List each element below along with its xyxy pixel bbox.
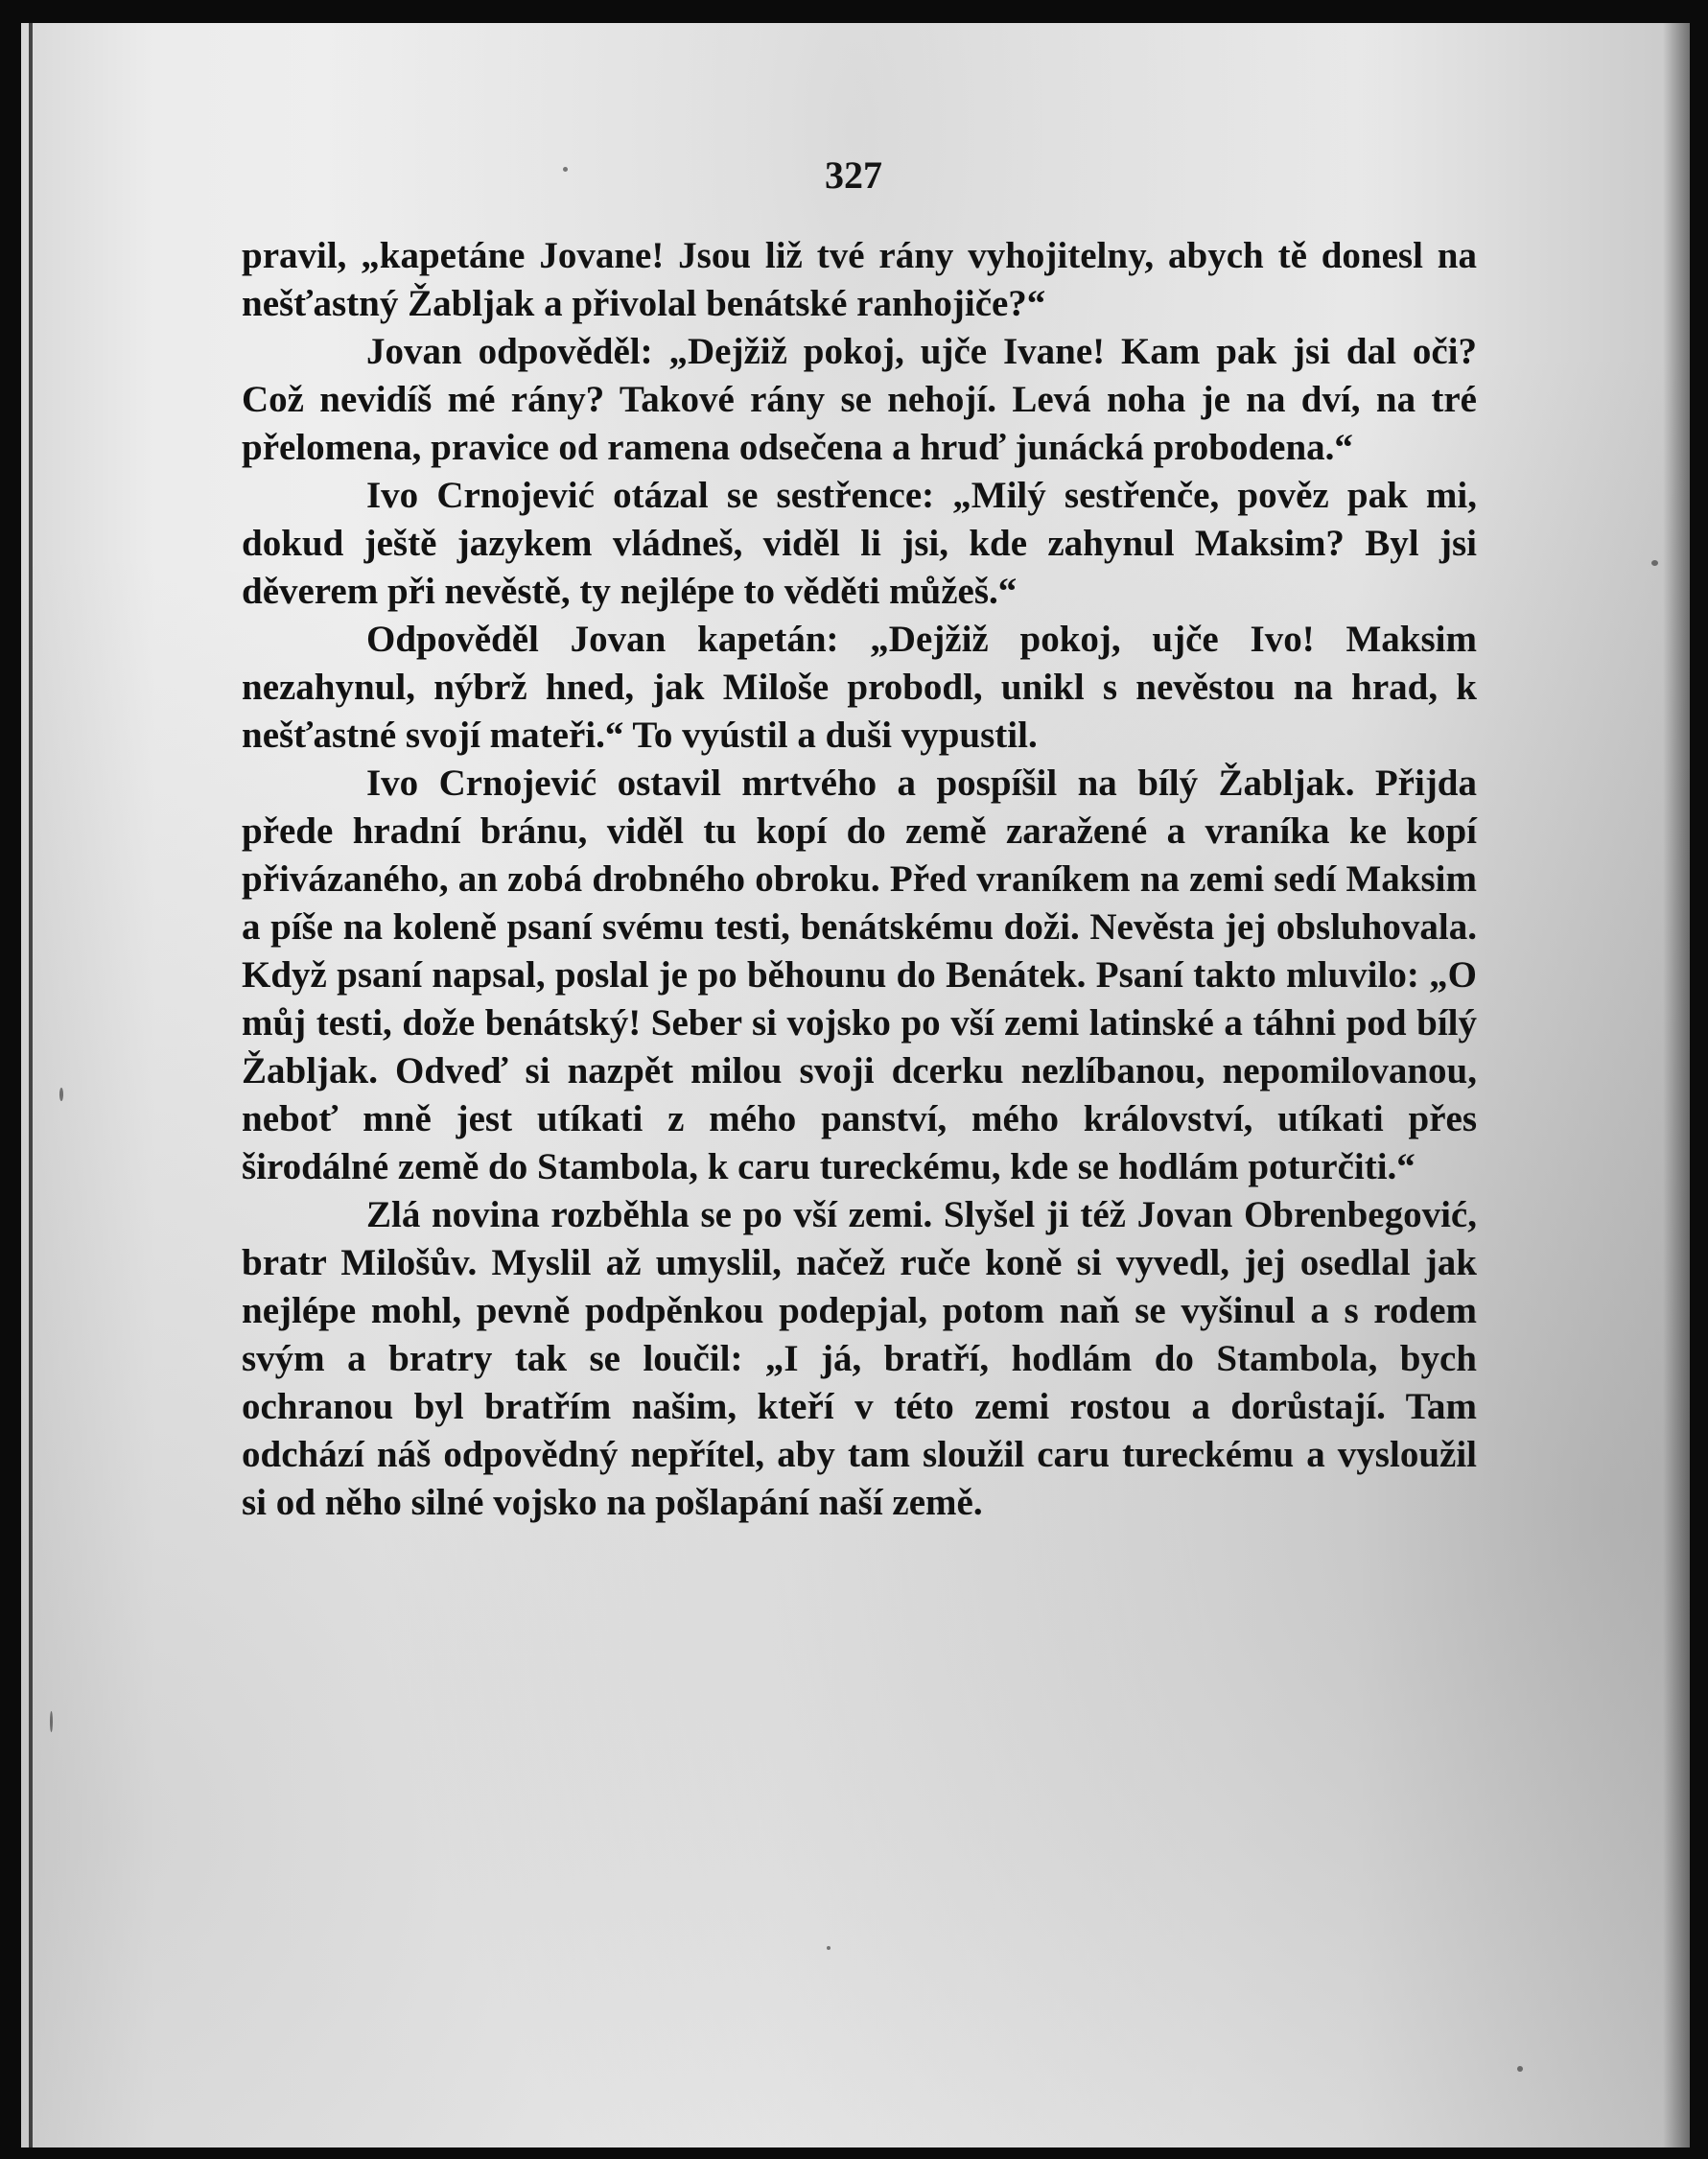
paper-speck: [563, 167, 568, 172]
paragraph-3: Ivo Crnojević otázal se sestřence: „Milý sestřenče, pověz pak mi, dokud ještě jazykem vládneš, viděl li jsi, kde zahynul Maksim? Byl jsi děverem při nevěstě, ty nejlépe to věděti můžeš.“: [242, 475, 1477, 612]
page-number: 327: [825, 153, 882, 197]
paper-speck: [827, 1946, 831, 1950]
paper-speck: [59, 1088, 63, 1101]
book-page: [21, 23, 1690, 2147]
page-spine-shadow: [29, 23, 33, 2147]
page-edge-shadow: [1663, 23, 1690, 2147]
paper-speck: [1651, 560, 1658, 566]
paragraph-4: Odpověděl Jovan kapetán: „Dejžiž pokoj, ujče Ivo! Maksim nezahynul, nýbrž hned, jak Miloše probodl, unikl s nevěstou na hrad, k nešťastné svojí mateři.“ To vyústil a duši vypustil.: [242, 619, 1477, 756]
paragraph-5: Ivo Crnojević ostavil mrtvého a pospíšil na bílý Žabljak. Přijda přede hradní bránu, viděl tu kopí do země zaražené a vraníka ke kopí přivázaného, an zobá drobného obroku. Před vraníkem na zemi sedí Maksim a píše na koleně psaní svému testi, benátskému doži. Nevěsta jej obsluhovala. Když psaní napsal, poslal je po běhounu do Benátek. Psaní takto mluvilo: „O můj testi, dože benátský! Seber si vojsko po vší zemi latinské a táhni pod bílý Žabljak. Odveď si nazpět milou svoji dcerku nezlíbanou, nepomilovanou, neboť mně jest utíkati z mého panství, mého království, utíkati přes širodálné země do Stambola, k caru tureckému, kde se hodlám poturčiti.“: [242, 763, 1477, 1187]
body-text: [242, 232, 1477, 1527]
paper-speck: [50, 1711, 53, 1732]
paragraph-6: Zlá novina rozběhla se po vší zemi. Slyšel ji též Jovan Obrenbegović, bratr Milošův. Myslil až umyslil, načež ruče koně si vyvedl, jej osedlal jak nejlépe mohl, pevně podpěnkou podepjal, potom naň se vyšinul a s rodem svým a bratry tak se loučil: „I já, bratří, hodlám do Stambola, bych ochranou byl bratřím našim, kteří v této zemi rostou a dorůstají. Tam odchází náš odpovědný nepřítel, aby tam sloužil caru tureckému a vysloužil si od něho silné vojsko na pošlapání naší země.: [242, 1194, 1477, 1523]
paper-speck: [1517, 2066, 1523, 2072]
paragraph-2: Jovan odpověděl: „Dejžiž pokoj, ujče Ivane! Kam pak jsi dal oči? Což nevidíš mé rány? Takové rány se nehojí. Levá noha je na dví, na tré přelomena, pravice od ramena odsečena a hruď junácká probodena.“: [242, 331, 1477, 468]
paragraph-1: pravil, „kapetáne Jovane! Jsou liž tvé rány vyhojitelny, abych tě donesl na nešťastný Žabljak a přivolal benátské ranhojiče?“: [242, 235, 1477, 324]
